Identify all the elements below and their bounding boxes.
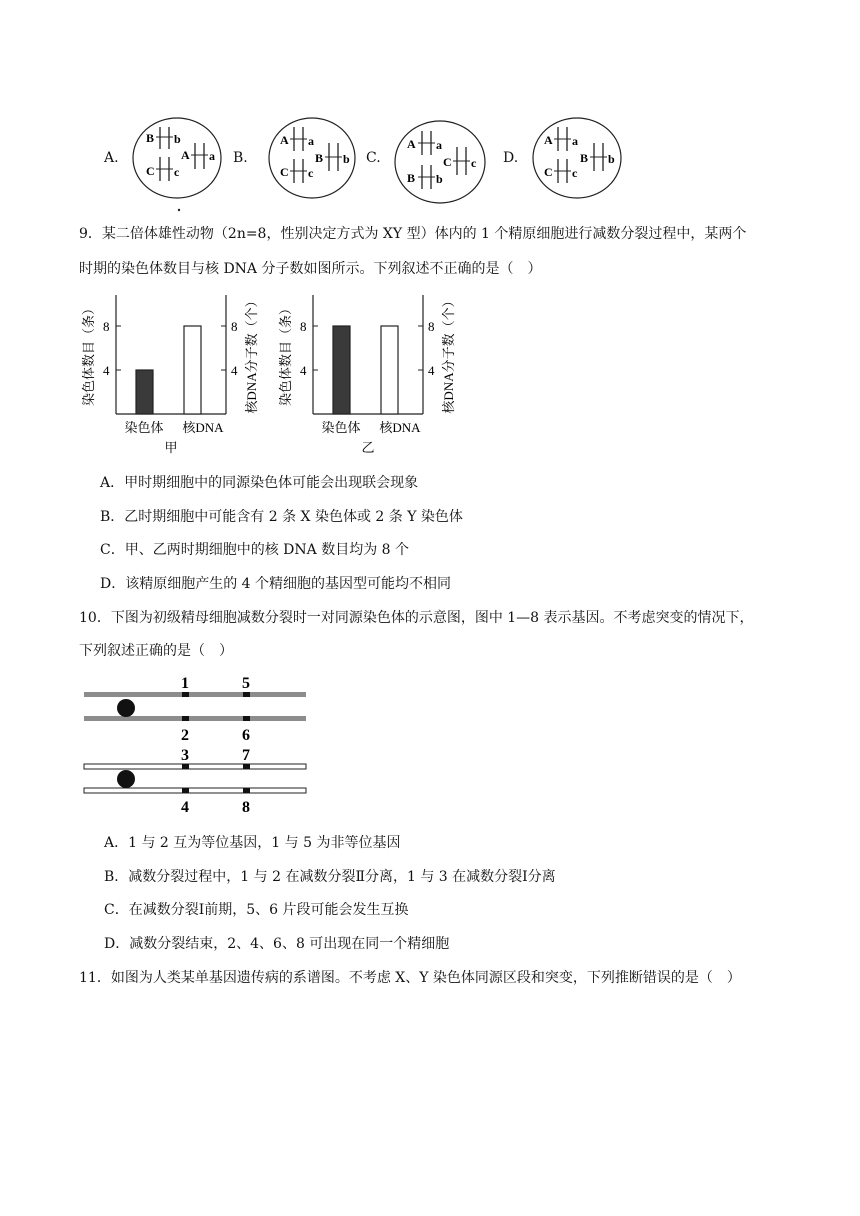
- gene-label: C: [544, 165, 553, 179]
- q9-stem-line2: 时期的染色体数目与核 DNA 分子数如图所示。下列叙述不正确的是（ ）: [79, 261, 542, 277]
- chromatid-3: [84, 764, 306, 769]
- y-tick-label: 8: [300, 319, 307, 334]
- q11-stem: 11．如图为人类某单基因遗传病的系谱图。不考虑 X、Y 染色体同源区段和突变，下列推断错误的是（ ）: [79, 970, 741, 986]
- x-category-label: 染色体: [321, 420, 361, 435]
- gene-number-label: 7: [242, 747, 250, 764]
- gene-label: A: [280, 133, 289, 147]
- q10-option-d: D．减数分裂结束，2、4、6、8 可出现在同一个精细胞: [104, 936, 450, 952]
- chromatid-4: [84, 788, 306, 793]
- y2-tick-label: 4: [231, 363, 238, 378]
- gene-label: B: [146, 131, 155, 145]
- gene-label: C: [443, 155, 452, 169]
- gene-label: b: [174, 132, 181, 146]
- gene-label: A: [407, 137, 416, 151]
- gene-label: A: [181, 148, 190, 162]
- gene-label: C: [146, 164, 155, 178]
- gene-label: b: [436, 172, 443, 186]
- gene-label: c: [572, 166, 578, 180]
- gene-number-label: 4: [181, 799, 189, 816]
- x-category-label: 核DNA: [182, 420, 224, 435]
- q10-stem-line2: 下列叙述正确的是（ ）: [79, 643, 233, 659]
- q9-stem-line1: 9．某二倍体雄性动物（2n=8，性别决定方式为 XY 型）体内的 1 个精原细胞进行减数分裂过程中，某两个: [79, 226, 747, 242]
- chromatid-1: [84, 692, 306, 697]
- gene-label: B: [407, 171, 416, 185]
- q9-chart-jia: [78, 290, 263, 460]
- gene-label: C: [280, 165, 289, 179]
- q10-homologous-chromosome-diagram: [80, 670, 320, 820]
- q10-option-c: C．在减数分裂Ⅰ前期，5、6 片段可能会发生互换: [104, 902, 409, 918]
- gene-number-label: 2: [181, 727, 189, 744]
- chromatid-2: [84, 716, 306, 721]
- q9-option-b: B．乙时期细胞中可能含有 2 条 X 染色体或 2 条 Y 染色体: [100, 509, 463, 525]
- q10-option-b: B．减数分裂过程中，1 与 2 在减数分裂Ⅱ分离，1 与 3 在减数分裂Ⅰ分离: [104, 869, 556, 885]
- q8-option-b-cell-diagram: [267, 113, 367, 213]
- gene-label: b: [608, 152, 615, 166]
- q8-option-a-cell-diagram: [132, 113, 232, 213]
- y-tick-label: 8: [103, 319, 110, 334]
- gene-number-label: 5: [242, 675, 250, 692]
- gene-label: c: [308, 166, 314, 180]
- x-category-label: 核DNA: [379, 420, 421, 435]
- q9-option-c: C．甲、乙两时期细胞中的核 DNA 数目均为 8 个: [100, 542, 410, 558]
- q8-option-letter: D.: [503, 150, 519, 166]
- gene-label: B: [580, 151, 589, 165]
- y2-axis-label: 核DNA分子数（个）: [244, 294, 259, 414]
- y2-tick-label: 8: [428, 319, 435, 334]
- bar-chromosome: [136, 370, 153, 414]
- q8-option-c-cell-diagram: [393, 115, 493, 215]
- gene-label: b: [343, 152, 350, 166]
- gene-label: c: [471, 156, 477, 170]
- y-tick-label: 4: [300, 363, 307, 378]
- chart-title: 乙: [361, 440, 375, 455]
- q10-option-a: A．1 与 2 互为等位基因，1 与 5 为非等位基因: [104, 835, 401, 851]
- centromere-2: [117, 770, 135, 788]
- q10-stem-line1: 10．下图为初级精母细胞减数分裂时一对同源染色体的示意图，图中 1—8 表示基因。不考虑突变的情况下，: [79, 610, 754, 626]
- y-tick-label: 4: [103, 363, 110, 378]
- q8-option-d-cell-diagram: [530, 113, 630, 213]
- gene-label: B: [315, 151, 324, 165]
- gene-label: c: [174, 165, 180, 179]
- gene-number-label: 1: [181, 675, 189, 692]
- y-axis-label: 染色体数目（条）: [81, 301, 96, 407]
- y2-axis-label: 核DNA分子数（个）: [441, 294, 456, 414]
- gene-label: a: [308, 134, 314, 148]
- gene-number-label: 6: [242, 727, 250, 744]
- bar-chromosome: [333, 326, 350, 414]
- chart-title: 甲: [164, 440, 178, 455]
- q8-option-letter: B.: [233, 150, 248, 166]
- chart-frame: [116, 295, 226, 414]
- y-axis-label: 染色体数目（条）: [278, 301, 293, 407]
- gene-label: a: [209, 149, 215, 163]
- q9-chart-yi: [275, 290, 460, 460]
- bar-nuclear-dna: [381, 326, 398, 414]
- gene-number-label: 3: [181, 747, 189, 764]
- q9-option-a: A．甲时期细胞中的同源染色体可能会出现联会现象: [100, 475, 419, 491]
- q8-option-letter: A.: [104, 150, 119, 166]
- q8-option-letter: C.: [366, 150, 381, 166]
- chart-frame: [313, 295, 423, 414]
- gene-label: A: [544, 133, 553, 147]
- y2-tick-label: 4: [428, 363, 435, 378]
- q9-option-d: D．该精原细胞产生的 4 个精细胞的基因型可能均不相同: [100, 576, 452, 592]
- x-category-label: 染色体: [124, 420, 164, 435]
- gene-number-label: 8: [242, 799, 250, 816]
- bar-nuclear-dna: [184, 326, 201, 414]
- centromere-1: [117, 699, 135, 717]
- gene-label: a: [436, 138, 442, 152]
- y2-tick-label: 8: [231, 319, 238, 334]
- gene-label: a: [572, 134, 578, 148]
